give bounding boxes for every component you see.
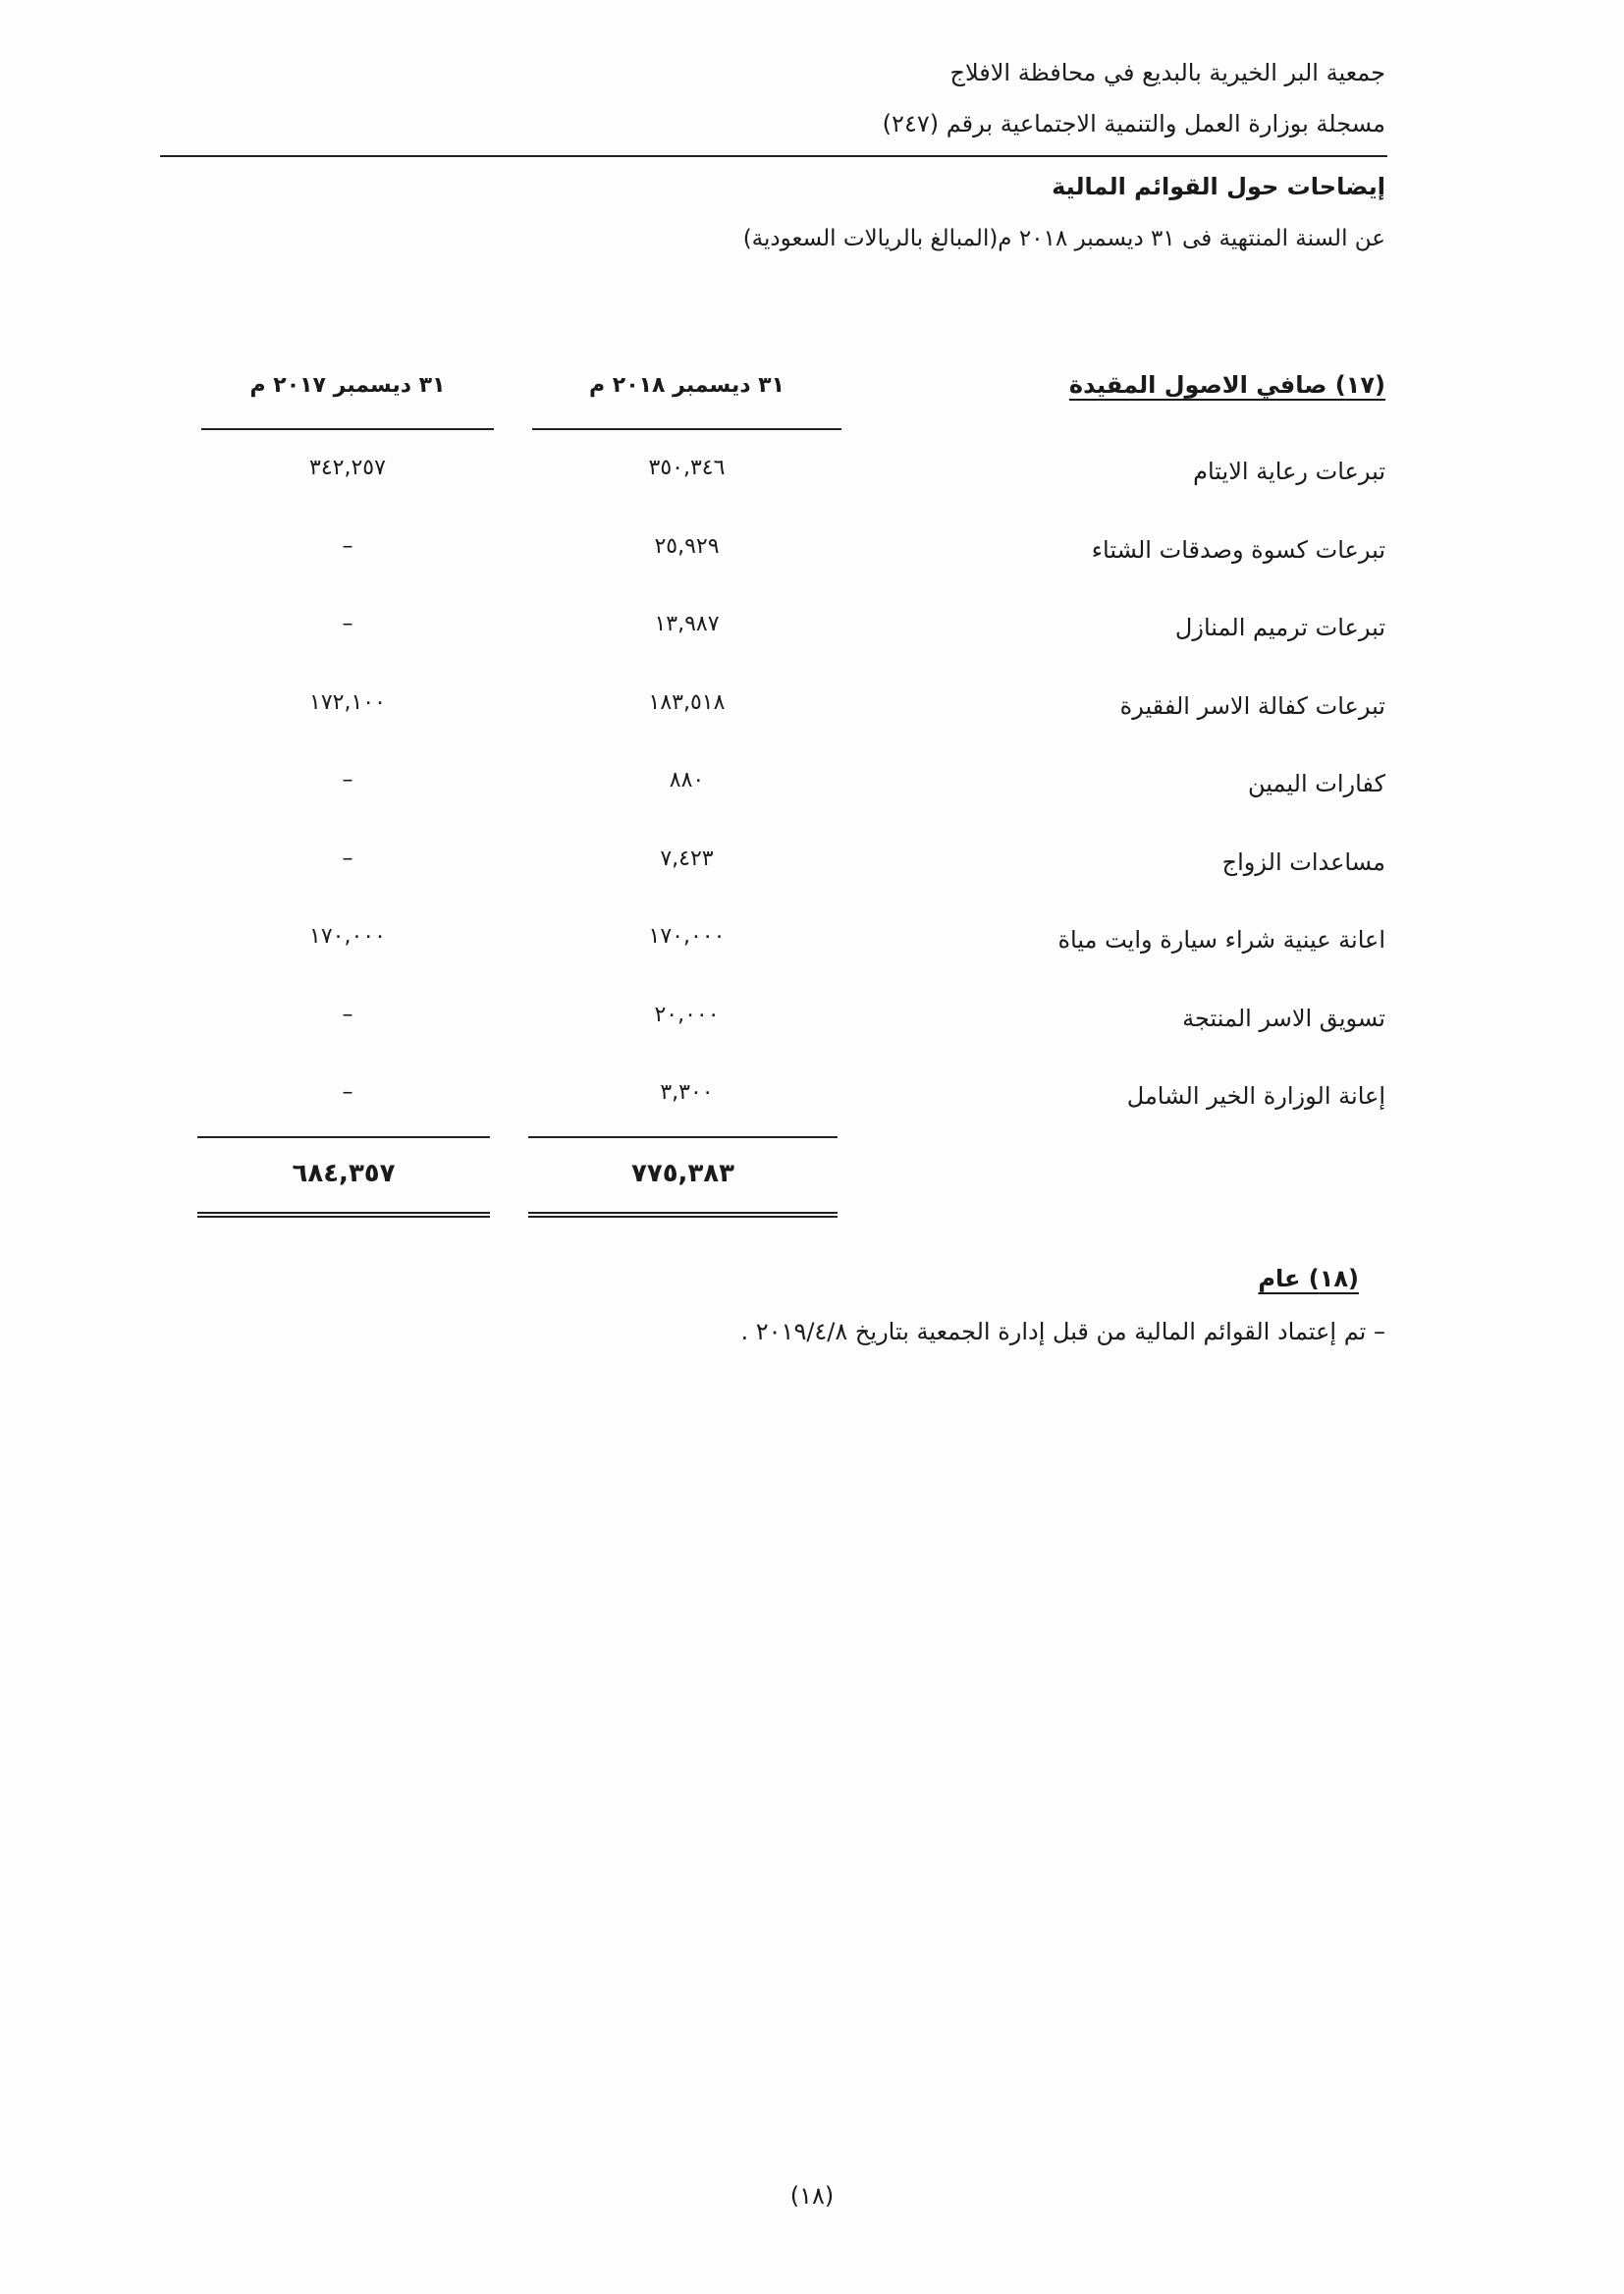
total-double-rule-2018 xyxy=(528,1212,838,1218)
row-label: كفارات اليمين xyxy=(1248,770,1385,797)
row-value-2017: – xyxy=(342,612,353,636)
table-row xyxy=(0,764,1624,843)
page-number: (١٨) xyxy=(789,2182,835,2210)
row-label: إعانة الوزارة الخير الشامل xyxy=(1126,1082,1385,1110)
table-row xyxy=(0,686,1624,765)
row-value-2017: ١٧٢,١٠٠ xyxy=(309,689,386,715)
general-section-title: (١٨) عام xyxy=(1258,1265,1359,1292)
column-header-rule-2017 xyxy=(201,428,494,430)
row-label: تسويق الاسر المنتجة xyxy=(1182,1004,1385,1032)
row-value-2018: ١٣,٩٨٧ xyxy=(654,612,720,636)
section-title: (١٧) صافي الاصول المقيدة xyxy=(1068,371,1385,399)
table-row xyxy=(0,999,1624,1077)
row-value-2018: ٢٠,٠٠٠ xyxy=(654,1002,720,1027)
row-value-2017: ١٧٠,٠٠٠ xyxy=(309,924,386,949)
period-line: عن السنة المنتهية فى ٣١ ديسمبر ٢٠١٨ م(المبالغ بالريالات السعودية) xyxy=(742,226,1385,251)
row-value-2018: ٣,٣٠٠ xyxy=(660,1080,714,1105)
column-header-2017: ٣١ ديسمبر ٢٠١٧ م xyxy=(249,373,446,398)
row-value-2017: – xyxy=(342,768,353,792)
restricted-assets-table xyxy=(0,452,1624,1155)
row-value-2018: ٨٨٠ xyxy=(669,768,705,792)
table-row xyxy=(0,1076,1624,1155)
row-value-2017: – xyxy=(342,846,353,871)
row-label: اعانة عينية شراء سيارة وايت مياة xyxy=(1057,926,1385,954)
column-header-2018: ٣١ ديسمبر ٢٠١٨ م xyxy=(588,373,785,398)
row-value-2017: ٣٤٢,٢٥٧ xyxy=(309,456,386,480)
row-value-2017: – xyxy=(342,1080,353,1105)
row-label: مساعدات الزواج xyxy=(1221,847,1385,876)
row-label: تبرعات رعاية الايتام xyxy=(1193,458,1385,485)
row-value-2018: ٢٥,٩٢٩ xyxy=(654,533,720,559)
row-label: تبرعات كسوة وصدقات الشتاء xyxy=(1091,535,1385,564)
row-value-2017: – xyxy=(342,1002,353,1027)
subtotal-rule-2017 xyxy=(197,1136,490,1138)
table-row xyxy=(0,452,1624,530)
column-header-rule-2018 xyxy=(532,428,841,430)
row-value-2017: – xyxy=(342,533,353,559)
table-row xyxy=(0,843,1624,921)
row-value-2018: ٣٥٠,٣٤٦ xyxy=(648,456,726,480)
total-double-rule-2017 xyxy=(197,1212,490,1218)
notes-title: إيضاحات حول القوائم المالية xyxy=(1052,173,1385,200)
header-divider xyxy=(160,155,1387,157)
row-value-2018: ١٧٠,٠٠٠ xyxy=(648,924,726,949)
row-value-2018: ١٨٣,٥١٨ xyxy=(648,689,726,715)
row-label: تبرعات كفالة الاسر الفقيرة xyxy=(1119,691,1385,720)
row-value-2018: ٧,٤٢٣ xyxy=(660,846,714,871)
general-note: – تم إعتماد القوائم المالية من قبل إدارة الجمعية بتاريخ ٢٠١٩/٤/٨ . xyxy=(740,1318,1385,1345)
registration-line: مسجلة بوزارة العمل والتنمية الاجتماعية برقم (٢٤٧) xyxy=(882,110,1385,137)
table-row xyxy=(0,920,1624,999)
organization-name: جمعية البر الخيرية بالبديع في محافظة الافلاج xyxy=(949,59,1385,86)
table-row xyxy=(0,530,1624,609)
total-2018: ٧٧٥,٣٨٣ xyxy=(630,1159,735,1188)
subtotal-rule-2018 xyxy=(528,1136,838,1138)
total-2017: ٦٨٤,٣٥٧ xyxy=(292,1159,396,1188)
row-label: تبرعات ترميم المنازل xyxy=(1174,614,1385,641)
table-row xyxy=(0,608,1624,686)
